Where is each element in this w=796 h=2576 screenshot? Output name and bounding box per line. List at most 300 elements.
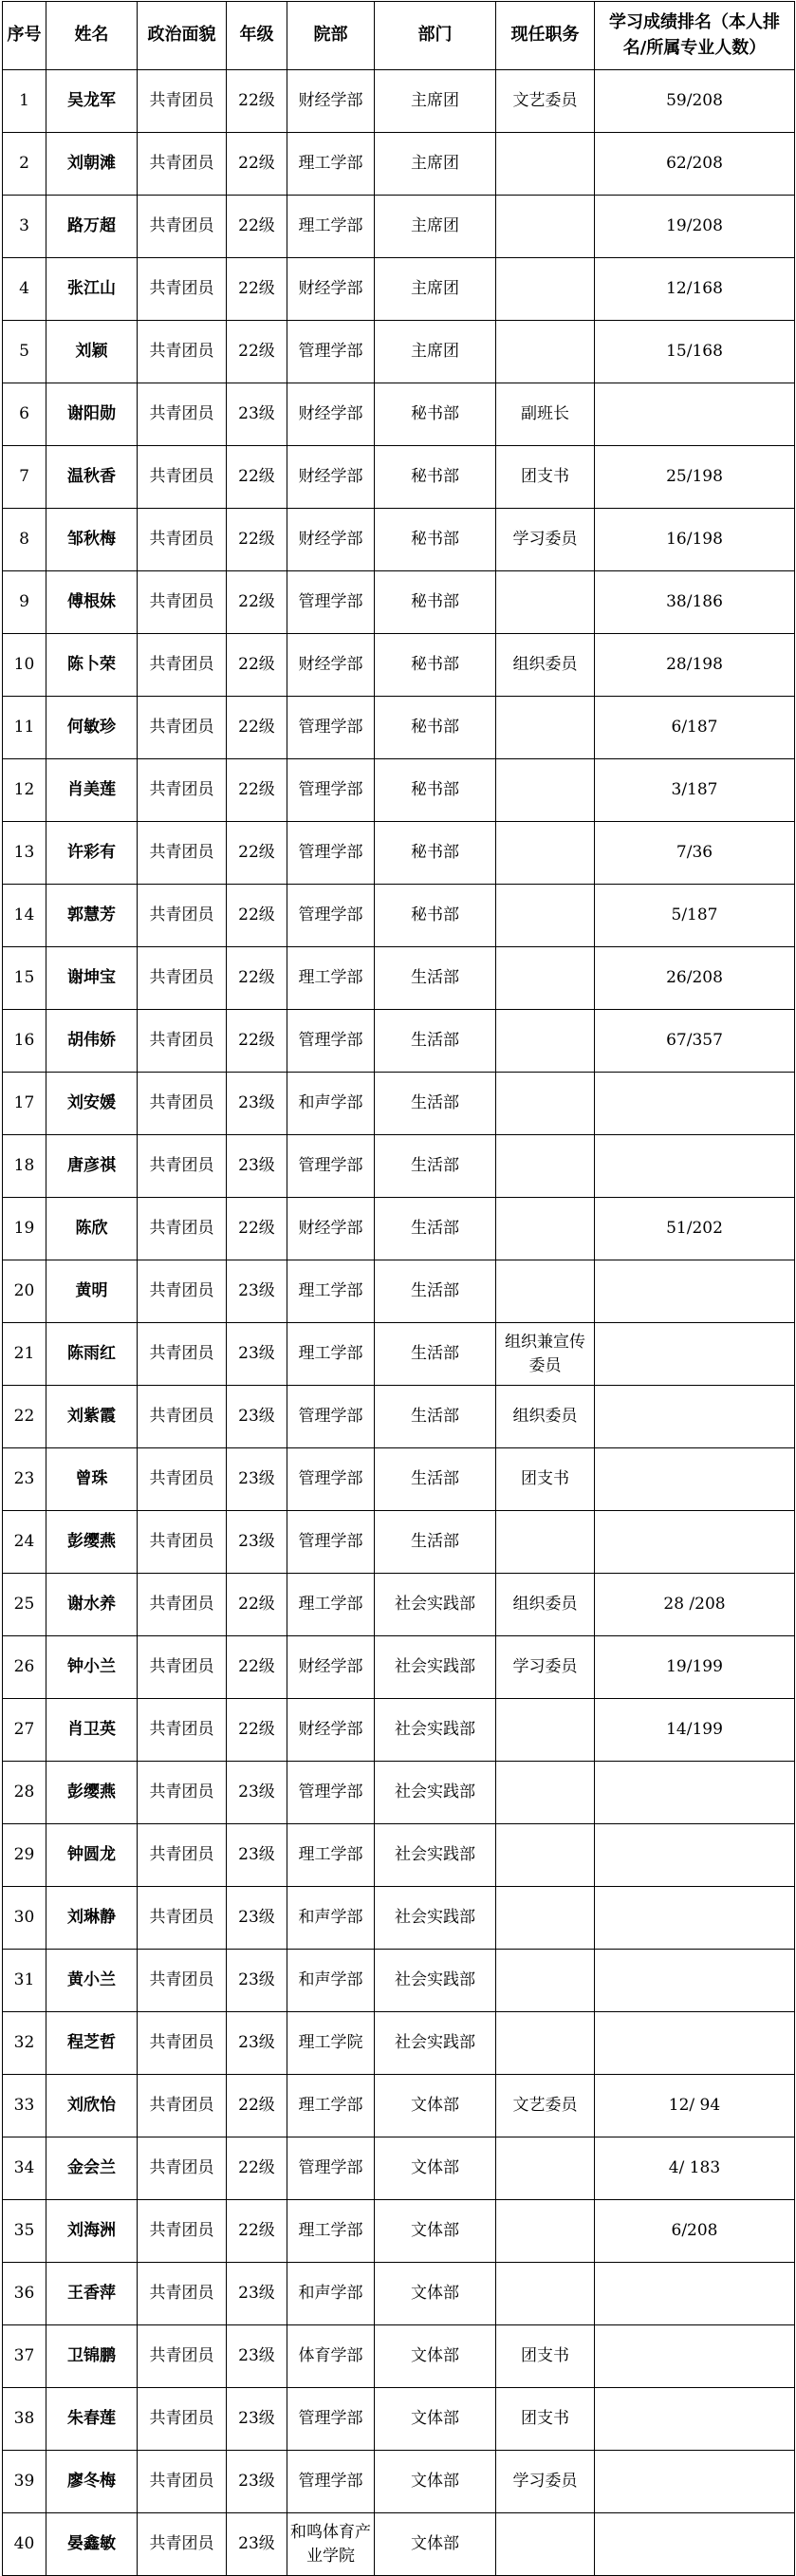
cell-name: 黄小兰 [46,1950,138,2012]
cell-position: 团支书 [496,1448,595,1511]
cell-dept: 秘书部 [375,571,496,634]
cell-political: 共青团员 [138,2451,227,2513]
cell-grade: 23级 [227,1323,287,1386]
cell-position [496,1198,595,1260]
cell-rank [595,1135,795,1198]
table-row [3,2012,795,2075]
cell-dept: 秘书部 [375,383,496,446]
cell-rank: 19/208 [595,196,795,258]
cell-political: 共青团员 [138,1260,227,1323]
cell-name: 何敏珍 [46,697,138,759]
header-position: 现任职务 [496,2,595,70]
cell-political: 共青团员 [138,196,227,258]
cell-name: 王香萍 [46,2263,138,2325]
cell-name: 谢坤宝 [46,947,138,1010]
cell-political: 共青团员 [138,2137,227,2200]
cell-dept: 文体部 [375,2200,496,2263]
cell-name: 廖冬梅 [46,2451,138,2513]
cell-position [496,1010,595,1073]
cell-rank [595,1073,795,1135]
cell-rank: 26/208 [595,947,795,1010]
cell-political: 共青团员 [138,1073,227,1135]
cell-grade: 22级 [227,2200,287,2263]
cell-position [496,2200,595,2263]
cell-college: 管理学部 [287,822,375,885]
table-row [3,2325,795,2388]
cell-name: 钟圆龙 [46,1824,138,1887]
cell-position [496,2012,595,2075]
cell-no: 9 [3,571,46,634]
cell-position: 学习委员 [496,1636,595,1699]
cell-college: 财经学部 [287,634,375,697]
cell-dept: 主席团 [375,133,496,196]
cell-rank: 62/208 [595,133,795,196]
table-row [3,1198,795,1260]
cell-college: 理工学部 [287,1260,375,1323]
cell-rank [595,2451,795,2513]
table-row [3,1574,795,1636]
cell-no: 35 [3,2200,46,2263]
table-row [3,1135,795,1198]
cell-college: 管理学部 [287,697,375,759]
table-row [3,70,795,133]
cell-no: 36 [3,2263,46,2325]
cell-grade: 22级 [227,1574,287,1636]
table-body [3,70,795,2576]
cell-college: 财经学部 [287,70,375,133]
cell-rank [595,1511,795,1574]
header-name: 姓名 [46,2,138,70]
cell-rank [595,1887,795,1950]
cell-position [496,1762,595,1824]
cell-dept: 秘书部 [375,446,496,509]
cell-position [496,1511,595,1574]
header-political: 政治面貌 [138,2,227,70]
cell-dept: 秘书部 [375,885,496,947]
cell-name: 邹秋梅 [46,509,138,571]
cell-college: 管理学部 [287,1386,375,1448]
cell-grade: 23级 [227,2263,287,2325]
cell-name: 钟小兰 [46,1636,138,1699]
cell-grade: 22级 [227,885,287,947]
cell-name: 路万超 [46,196,138,258]
cell-rank [595,1448,795,1511]
cell-no: 4 [3,258,46,321]
cell-no: 2 [3,133,46,196]
cell-position: 文艺委员 [496,2075,595,2137]
table-row [3,1323,795,1386]
cell-dept: 文体部 [375,2388,496,2451]
cell-rank: 59/208 [595,70,795,133]
cell-dept: 社会实践部 [375,2012,496,2075]
header-grade: 年级 [227,2,287,70]
cell-dept: 生活部 [375,1135,496,1198]
cell-political: 共青团员 [138,1511,227,1574]
cell-college: 财经学部 [287,1636,375,1699]
header-row [3,2,795,70]
cell-name: 傅根妹 [46,571,138,634]
cell-no: 31 [3,1950,46,2012]
cell-no: 18 [3,1135,46,1198]
cell-grade: 22级 [227,697,287,759]
cell-no: 29 [3,1824,46,1887]
cell-rank: 19/199 [595,1636,795,1699]
table-row [3,1636,795,1699]
cell-college: 财经学部 [287,509,375,571]
cell-political: 共青团员 [138,509,227,571]
cell-grade: 22级 [227,196,287,258]
cell-name: 陈卜荣 [46,634,138,697]
member-table [2,1,795,2576]
cell-rank [595,1762,795,1824]
cell-name: 金会兰 [46,2137,138,2200]
cell-position: 学习委员 [496,509,595,571]
cell-no: 17 [3,1073,46,1135]
cell-grade: 22级 [227,133,287,196]
cell-college: 管理学部 [287,759,375,822]
cell-political: 共青团员 [138,133,227,196]
cell-grade: 23级 [227,2388,287,2451]
cell-no: 25 [3,1574,46,1636]
cell-grade: 22级 [227,509,287,571]
cell-dept: 生活部 [375,1198,496,1260]
cell-grade: 22级 [227,321,287,383]
cell-grade: 23级 [227,1511,287,1574]
cell-position: 组织委员 [496,634,595,697]
table-row [3,509,795,571]
cell-rank [595,1260,795,1323]
cell-no: 20 [3,1260,46,1323]
cell-position [496,1260,595,1323]
cell-political: 共青团员 [138,2325,227,2388]
cell-no: 14 [3,885,46,947]
cell-political: 共青团员 [138,2388,227,2451]
cell-rank [595,2513,795,2576]
cell-college: 财经学部 [287,446,375,509]
cell-position [496,2513,595,2576]
cell-political: 共青团员 [138,1010,227,1073]
cell-no: 21 [3,1323,46,1386]
cell-college: 管理学部 [287,1511,375,1574]
cell-no: 24 [3,1511,46,1574]
cell-position [496,759,595,822]
cell-dept: 主席团 [375,258,496,321]
cell-college: 管理学部 [287,321,375,383]
cell-rank [595,2325,795,2388]
cell-political: 共青团员 [138,571,227,634]
cell-rank [595,383,795,446]
cell-grade: 23级 [227,1887,287,1950]
cell-name: 谢阳勋 [46,383,138,446]
cell-no: 22 [3,1386,46,1448]
header-dept: 部门 [375,2,496,70]
cell-position: 组织委员 [496,1386,595,1448]
cell-rank: 51/202 [595,1198,795,1260]
cell-position [496,2137,595,2200]
cell-no: 26 [3,1636,46,1699]
cell-name: 肖卫英 [46,1699,138,1762]
table-row [3,1887,795,1950]
cell-political: 共青团员 [138,1448,227,1511]
cell-college: 理工学院 [287,2012,375,2075]
cell-no: 28 [3,1762,46,1824]
cell-college: 和声学部 [287,1073,375,1135]
cell-no: 1 [3,70,46,133]
cell-name: 刘紫霞 [46,1386,138,1448]
cell-political: 共青团员 [138,258,227,321]
cell-position [496,258,595,321]
cell-position [496,885,595,947]
cell-political: 共青团员 [138,446,227,509]
cell-position [496,196,595,258]
cell-rank [595,2012,795,2075]
table-row [3,1448,795,1511]
cell-college: 管理学部 [287,571,375,634]
cell-rank: 6/208 [595,2200,795,2263]
header-no: 序号 [3,2,46,70]
cell-dept: 秘书部 [375,509,496,571]
cell-grade: 23级 [227,1824,287,1887]
cell-name: 陈欣 [46,1198,138,1260]
cell-name: 彭缨燕 [46,1762,138,1824]
cell-position [496,1824,595,1887]
cell-college: 理工学部 [287,196,375,258]
cell-rank [595,2263,795,2325]
cell-position [496,1073,595,1135]
cell-grade: 22级 [227,1010,287,1073]
cell-political: 共青团员 [138,2200,227,2263]
cell-rank: 25/198 [595,446,795,509]
cell-political: 共青团员 [138,697,227,759]
cell-college: 理工学部 [287,2200,375,2263]
table-row [3,1762,795,1824]
cell-college: 管理学部 [287,1762,375,1824]
cell-rank: 15/168 [595,321,795,383]
cell-grade: 22级 [227,258,287,321]
cell-rank: 67/357 [595,1010,795,1073]
cell-dept: 秘书部 [375,697,496,759]
cell-political: 共青团员 [138,2263,227,2325]
cell-dept: 社会实践部 [375,1699,496,1762]
cell-dept: 秘书部 [375,759,496,822]
cell-dept: 生活部 [375,1260,496,1323]
cell-name: 唐彦祺 [46,1135,138,1198]
cell-dept: 生活部 [375,1073,496,1135]
cell-rank: 4/ 183 [595,2137,795,2200]
cell-no: 12 [3,759,46,822]
cell-name: 谢水养 [46,1574,138,1636]
cell-rank: 12/ 94 [595,2075,795,2137]
table-row [3,2137,795,2200]
cell-no: 6 [3,383,46,446]
cell-college: 和声学部 [287,1950,375,2012]
cell-position: 团支书 [496,446,595,509]
cell-grade: 22级 [227,759,287,822]
cell-no: 19 [3,1198,46,1260]
cell-name: 肖美莲 [46,759,138,822]
cell-college: 理工学部 [287,1574,375,1636]
table-row [3,2263,795,2325]
cell-dept: 社会实践部 [375,1950,496,2012]
cell-rank [595,1386,795,1448]
table-row [3,446,795,509]
cell-no: 3 [3,196,46,258]
cell-no: 10 [3,634,46,697]
cell-political: 共青团员 [138,947,227,1010]
cell-grade: 22级 [227,822,287,885]
cell-political: 共青团员 [138,634,227,697]
cell-rank: 28 /208 [595,1574,795,1636]
cell-grade: 23级 [227,1135,287,1198]
cell-college: 管理学部 [287,2388,375,2451]
cell-position [496,1135,595,1198]
table-row [3,133,795,196]
cell-political: 共青团员 [138,2513,227,2576]
cell-position [496,1699,595,1762]
table-row [3,258,795,321]
cell-college: 和声学部 [287,2263,375,2325]
cell-grade: 23级 [227,1260,287,1323]
cell-college: 管理学部 [287,885,375,947]
cell-grade: 23级 [227,1762,287,1824]
cell-dept: 生活部 [375,1386,496,1448]
cell-political: 共青团员 [138,1950,227,2012]
cell-dept: 主席团 [375,70,496,133]
cell-college: 理工学部 [287,1824,375,1887]
header-rank: 学习成绩排名（本人排名/所属专业人数） [595,2,795,70]
cell-college: 体育学部 [287,2325,375,2388]
cell-rank [595,2388,795,2451]
cell-name: 刘琳静 [46,1887,138,1950]
cell-rank: 5/187 [595,885,795,947]
cell-no: 15 [3,947,46,1010]
cell-political: 共青团员 [138,822,227,885]
table-row [3,196,795,258]
cell-name: 刘欣怡 [46,2075,138,2137]
cell-political: 共青团员 [138,1699,227,1762]
cell-rank: 38/186 [595,571,795,634]
table-row [3,2451,795,2513]
cell-dept: 社会实践部 [375,1574,496,1636]
cell-dept: 主席团 [375,196,496,258]
table-row [3,2200,795,2263]
cell-grade: 22级 [227,571,287,634]
cell-position: 文艺委员 [496,70,595,133]
cell-political: 共青团员 [138,383,227,446]
cell-position [496,947,595,1010]
table-row [3,2388,795,2451]
cell-name: 郭慧芳 [46,885,138,947]
cell-position: 团支书 [496,2388,595,2451]
table-row [3,1950,795,2012]
cell-dept: 社会实践部 [375,1762,496,1824]
cell-rank: 3/187 [595,759,795,822]
table-row [3,1699,795,1762]
cell-position: 组织兼宣传委员 [496,1323,595,1386]
cell-dept: 文体部 [375,2325,496,2388]
cell-grade: 23级 [227,1073,287,1135]
cell-position [496,133,595,196]
table-row [3,1511,795,1574]
cell-college: 财经学部 [287,383,375,446]
cell-political: 共青团员 [138,1887,227,1950]
cell-position [496,571,595,634]
cell-position [496,2263,595,2325]
table-row [3,697,795,759]
cell-name: 刘朝滩 [46,133,138,196]
cell-grade: 22级 [227,70,287,133]
cell-no: 23 [3,1448,46,1511]
cell-college: 理工学部 [287,133,375,196]
cell-rank: 14/199 [595,1699,795,1762]
cell-dept: 生活部 [375,1010,496,1073]
cell-college: 管理学部 [287,1010,375,1073]
table-row [3,1073,795,1135]
cell-position: 副班长 [496,383,595,446]
cell-dept: 文体部 [375,2513,496,2576]
cell-political: 共青团员 [138,321,227,383]
cell-rank: 6/187 [595,697,795,759]
table-row [3,1260,795,1323]
cell-name: 程芝哲 [46,2012,138,2075]
cell-political: 共青团员 [138,1636,227,1699]
cell-dept: 生活部 [375,1511,496,1574]
cell-name: 刘海洲 [46,2200,138,2263]
cell-rank [595,1824,795,1887]
cell-rank: 28/198 [595,634,795,697]
table-row [3,759,795,822]
cell-name: 吴龙军 [46,70,138,133]
cell-name: 黄明 [46,1260,138,1323]
cell-position [496,1887,595,1950]
cell-dept: 文体部 [375,2451,496,2513]
cell-no: 38 [3,2388,46,2451]
cell-college: 理工学部 [287,947,375,1010]
cell-name: 刘颖 [46,321,138,383]
cell-name: 温秋香 [46,446,138,509]
cell-college: 理工学部 [287,1323,375,1386]
table-row [3,947,795,1010]
cell-position [496,321,595,383]
cell-college: 和鸣体育产业学院 [287,2513,375,2576]
cell-name: 刘安媛 [46,1073,138,1135]
cell-dept: 秘书部 [375,634,496,697]
cell-no: 37 [3,2325,46,2388]
cell-dept: 文体部 [375,2263,496,2325]
table-row [3,1386,795,1448]
cell-dept: 社会实践部 [375,1824,496,1887]
cell-no: 11 [3,697,46,759]
cell-name: 晏鑫敏 [46,2513,138,2576]
cell-name: 曾珠 [46,1448,138,1511]
cell-no: 34 [3,2137,46,2200]
cell-grade: 22级 [227,947,287,1010]
cell-political: 共青团员 [138,2012,227,2075]
cell-name: 彭缨燕 [46,1511,138,1574]
cell-grade: 23级 [227,2325,287,2388]
cell-no: 8 [3,509,46,571]
cell-no: 27 [3,1699,46,1762]
cell-rank: 16/198 [595,509,795,571]
table-row [3,822,795,885]
cell-no: 40 [3,2513,46,2576]
header-college: 院部 [287,2,375,70]
table-row [3,1010,795,1073]
cell-dept: 文体部 [375,2137,496,2200]
cell-grade: 23级 [227,1448,287,1511]
cell-rank: 7/36 [595,822,795,885]
cell-position [496,822,595,885]
